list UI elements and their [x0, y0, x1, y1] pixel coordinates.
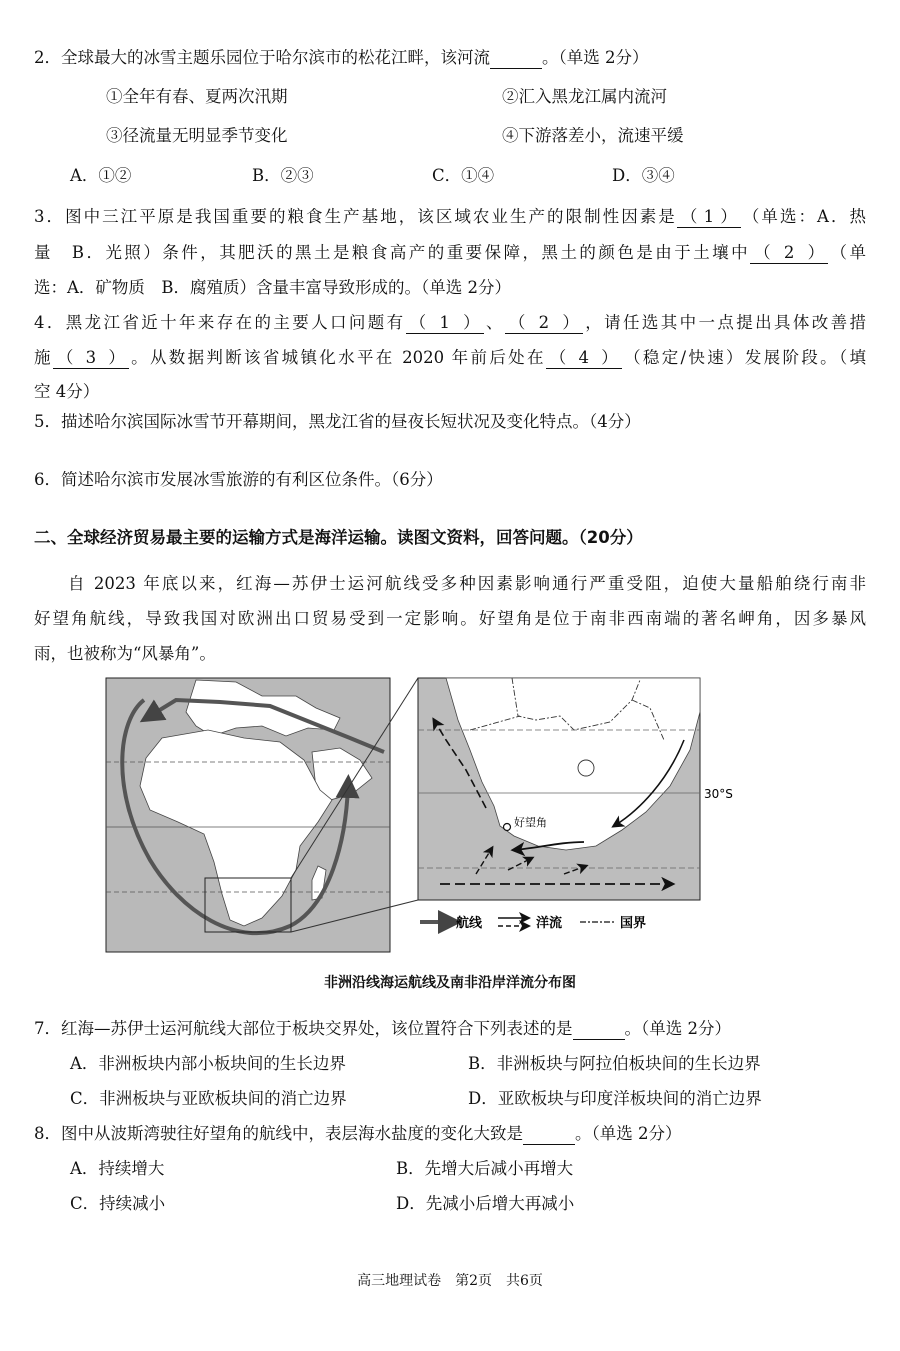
- passage-line-2: 好望角航线，导致我国对欧洲出口贸易受到一定影响。好望角是位于南非西南端的著名岬角，因多暴风: [34, 609, 866, 628]
- q4-line-1: 4．黑龙江省近十年来存在的主要人口问题有 （1） 、 （2） ，请任选其中一点提出具体改善措: [34, 313, 867, 332]
- q3-line-3: 选：A．矿物质 B．腐殖质）含量丰富导致形成的。（单选 2分）: [34, 278, 512, 297]
- q7-choice-d: D．亚欧板块与印度洋板块间的消亡边界: [468, 1089, 762, 1108]
- section-2-heading: 二、全球经济贸易最主要的运输方式是海洋运输。读图文资料，回答问题。（20分）: [34, 528, 643, 547]
- q7-choice-b: B．非洲板块与阿拉伯板块间的生长边界: [468, 1054, 761, 1073]
- page-footer: 高三地理试卷 第2页 共6页: [357, 1273, 543, 1289]
- q8-stem: 8．图中从波斯湾驶往好望角的航线中，表层海水盐度的变化大致是 。（单选 2分）: [34, 1124, 682, 1143]
- latitude-label: 30°S: [704, 787, 733, 801]
- map-legend: [420, 915, 646, 931]
- cape-marker-icon: [504, 824, 511, 831]
- q8-choice-b: B．先增大后减小再增大: [396, 1159, 574, 1178]
- passage-line-1: 自 2023 年底以来，红海—苏伊士运河航线受多种因素影响通行严重受阻，迫使大量船舶绕行南非: [68, 574, 866, 593]
- legend-route-label: 航线: [456, 916, 483, 931]
- map-caption: 非洲沿线海运航线及南非沿岸洋流分布图: [324, 975, 576, 991]
- q7-choice-c: C．非洲板块与亚欧板块间的消亡边界: [70, 1089, 347, 1108]
- q8-choice-a: A．持续增大: [70, 1159, 165, 1178]
- q2-item-1: ①全年有春、夏两次汛期: [106, 87, 288, 106]
- q8-choice-d: D．先减小后增大再减小: [396, 1194, 575, 1213]
- q7-stem: 7．红海—苏伊士运河航线大部位于板块交界处，该位置符合下列表述的是 。（单选 2分）: [34, 1019, 731, 1038]
- q5-text: 5．描述哈尔滨国际冰雪节开幕期间，黑龙江省的昼夜长短状况及变化特点。（4分）: [34, 412, 641, 431]
- q2-item-4: ④下游落差小，流速平缓: [502, 126, 684, 145]
- q7-choice-a: A．非洲板块内部小板块间的生长边界: [70, 1054, 346, 1073]
- legend-current-label: 洋流: [536, 916, 563, 931]
- q2-item-2: ②汇入黑龙江属内流河: [502, 87, 667, 106]
- q4-line-3: 空 4分）: [34, 382, 100, 401]
- q4-line-2: 施 （3） 。从数据判断该省城镇化水平在 2020 年前后处在 （4） （稳定/快速）发展阶段。（填: [34, 348, 867, 367]
- q3-line-2: 量 B．光照）条件，其肥沃的黑土是粮食高产的重要保障，黑土的颜色是由于土壤中 （2） （单: [34, 243, 866, 262]
- q2-choice-b: B．②③: [252, 166, 314, 185]
- cape-label: 好望角: [514, 816, 547, 829]
- q2-choice-d: D．③④: [612, 166, 675, 185]
- q6-text: 6．简述哈尔滨市发展冰雪旅游的有利区位条件。（6分）: [34, 470, 443, 489]
- legend-border-label: 国界: [620, 916, 647, 931]
- q2-item-3: ③径流量无明显季节变化: [106, 126, 288, 145]
- q2-choice-c: C．①④: [432, 166, 495, 185]
- q2-choice-a: A．①②: [70, 166, 132, 185]
- left-map-panel: [106, 678, 390, 952]
- q2-stem: 2．全球最大的冰雪主题乐园位于哈尔滨市的松花江畔，该河流 。（单选 2分）: [34, 48, 649, 67]
- q8-choice-c: C．持续减小: [70, 1194, 166, 1213]
- inset-map-panel: [418, 678, 700, 900]
- q3-line-1: 3．图中三江平原是我国重要的粮食生产基地，该区域农业生产的限制性因素是 （1） （单选：A．热: [34, 207, 867, 226]
- passage-line-3: 雨，也被称为“风暴角”。: [34, 644, 216, 663]
